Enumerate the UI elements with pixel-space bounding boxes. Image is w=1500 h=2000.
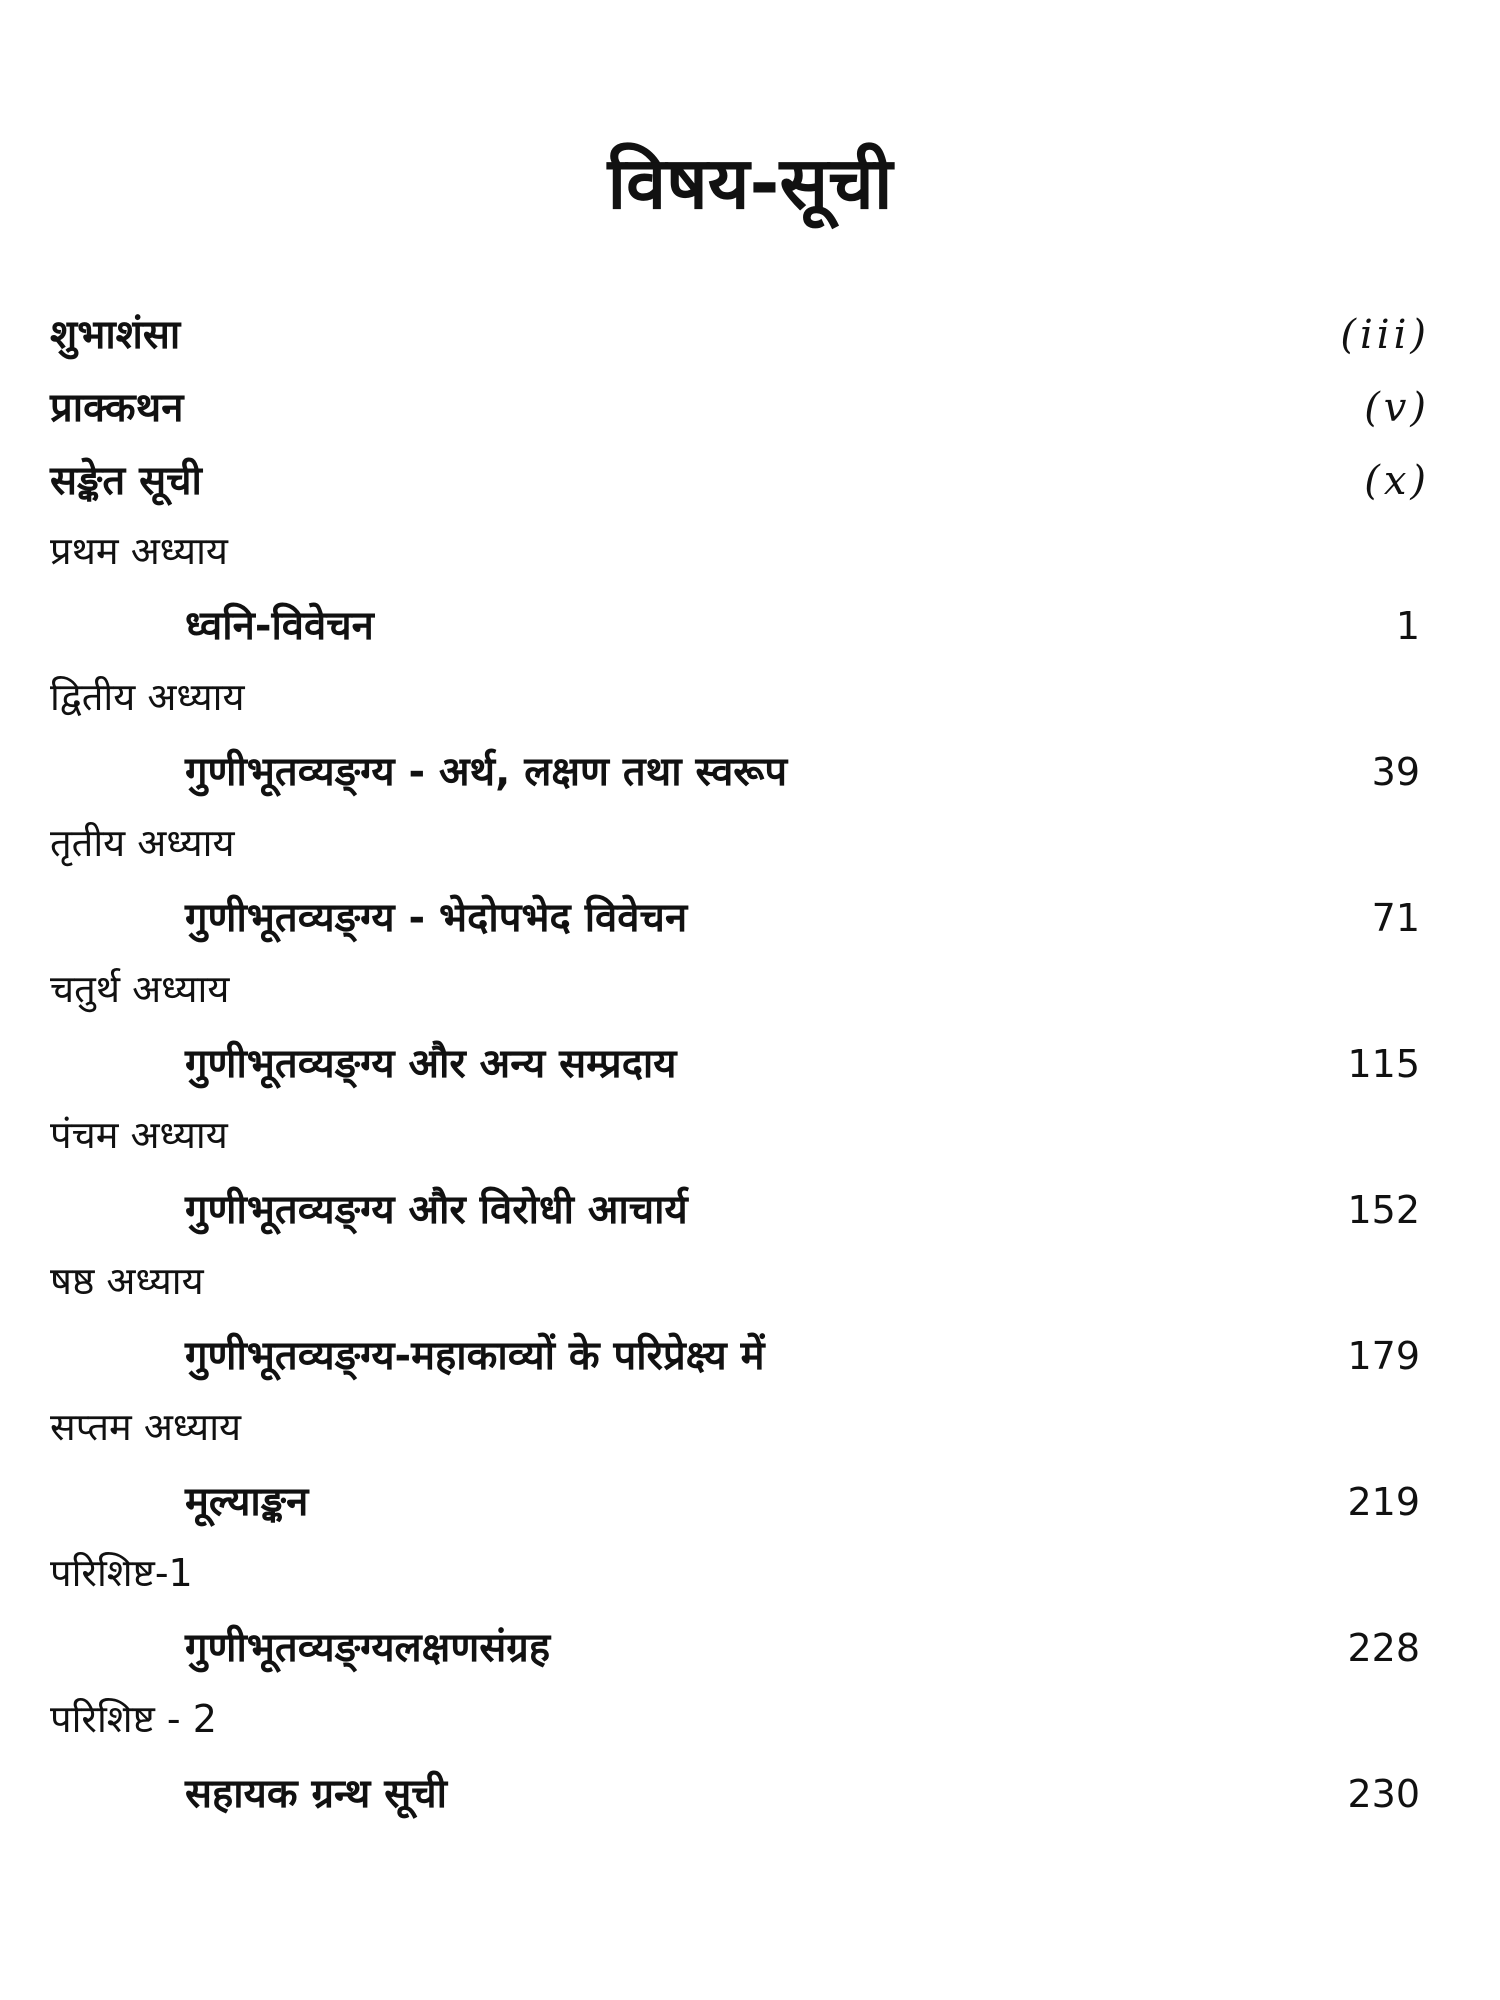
chapter-heading (50, 1400, 1430, 1472)
chapter-heading-label: सप्तम अध्याय (50, 1405, 242, 1449)
toc-chapter-entry[interactable] (50, 1180, 1430, 1254)
toc-page-number: 39 (1371, 750, 1420, 794)
chapter-heading (50, 816, 1430, 888)
chapter-heading-label: परिशिष्ट-1 (50, 1551, 193, 1595)
toc-chapter-entry[interactable] (50, 1618, 1430, 1692)
chapter-title: गुणीभूतव्यङ्ग्य-महाकाव्यों के परिप्रेक्ष्य में (185, 1333, 765, 1379)
chapter-heading (50, 962, 1430, 1034)
chapter-heading-label: तृतीय अध्याय (50, 821, 235, 865)
chapter-heading (50, 1546, 1430, 1618)
toc-entry-label: शुभाशंसा (50, 312, 181, 358)
toc-chapter-entry[interactable] (50, 596, 1430, 670)
chapter-title: सहायक ग्रन्थ सूची (185, 1771, 448, 1817)
chapter-title: गुणीभूतव्यङ्ग्यलक्षणसंग्रह (185, 1625, 551, 1671)
toc-page-number: (v) (1364, 385, 1430, 431)
toc-page-number: 230 (1347, 1772, 1420, 1816)
table-of-contents (50, 305, 1430, 1838)
toc-page-number: 71 (1371, 896, 1420, 940)
toc-front-entry[interactable] (50, 451, 1430, 524)
chapter-heading (50, 524, 1430, 596)
toc-front-entry[interactable] (50, 378, 1430, 451)
toc-page-number: 152 (1347, 1188, 1420, 1232)
chapter-heading-label: द्वितीय अध्याय (50, 675, 245, 719)
toc-front-entry[interactable] (50, 305, 1430, 378)
chapter-heading (50, 1108, 1430, 1180)
toc-page-number: (x) (1364, 458, 1430, 504)
toc-chapter-entry[interactable] (50, 1764, 1430, 1838)
toc-chapter-entry[interactable] (50, 1472, 1430, 1546)
chapter-heading-label: पंचम अध्याय (50, 1113, 228, 1157)
toc-page-number: 219 (1347, 1480, 1420, 1524)
toc-page-number: 179 (1347, 1334, 1420, 1378)
chapter-heading (50, 1254, 1430, 1326)
toc-chapter-entry[interactable] (50, 1034, 1430, 1108)
chapter-title: गुणीभूतव्यङ्ग्य - अर्थ, लक्षण तथा स्वरूप (185, 749, 788, 795)
chapter-heading-label: षष्ठ अध्याय (50, 1259, 204, 1303)
toc-page-number: 115 (1347, 1042, 1420, 1086)
toc-page-number: (iii) (1340, 312, 1430, 358)
toc-chapter-entry[interactable] (50, 742, 1430, 816)
chapter-heading (50, 670, 1430, 742)
chapter-title: ध्वनि-विवेचन (185, 603, 374, 649)
toc-page-number: 228 (1347, 1626, 1420, 1670)
chapter-heading-label: चतुर्थ अध्याय (50, 967, 230, 1011)
chapter-title: गुणीभूतव्यङ्ग्य और विरोधी आचार्य (185, 1187, 688, 1233)
chapter-title: गुणीभूतव्यङ्ग्य और अन्य सम्प्रदाय (185, 1041, 677, 1087)
toc-chapter-entry[interactable] (50, 1326, 1430, 1400)
chapter-heading-label: परिशिष्ट - 2 (50, 1697, 217, 1741)
chapter-heading-label: प्रथम अध्याय (50, 529, 228, 573)
chapter-title: मूल्याङ्कन (185, 1479, 309, 1525)
toc-page-number: 1 (1395, 604, 1420, 648)
toc-entry-label: प्राक्कथन (50, 385, 184, 431)
page-title: विषय-सूची (607, 141, 893, 225)
toc-chapter-entry[interactable] (50, 888, 1430, 962)
chapter-heading (50, 1692, 1430, 1764)
toc-entry-label: सङ्केत सूची (50, 458, 202, 504)
chapter-title: गुणीभूतव्यङ्ग्य - भेदोपभेद विवेचन (185, 895, 688, 941)
